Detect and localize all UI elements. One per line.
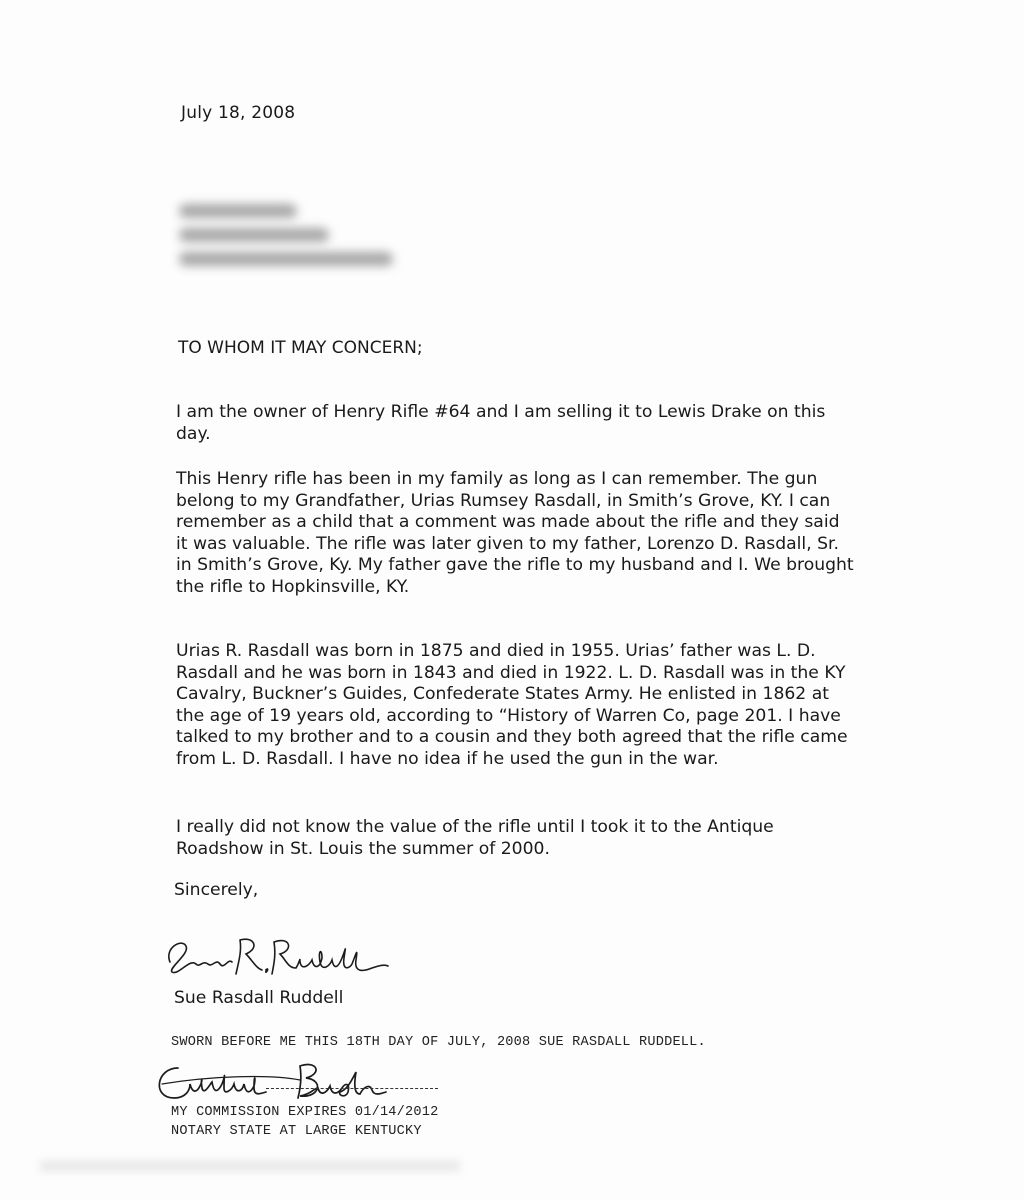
paragraph-roadshow: I really did not know the value of the rifle until I took it to the Antique Roadshow in St. Louis the summer of 2000. xyxy=(176,817,774,859)
paragraph-sale: I am the owner of Henry Rifle #64 and I am selling it to Lewis Drake on this day. xyxy=(176,402,826,444)
closing: Sincerely, xyxy=(174,880,259,900)
paragraph-genealogy: Urias R. Rasdall was born in 1875 and died in 1955. Urias’ father was L. D. Rasdall and he was born in 1843 and died in 1922. L. D. Rasdall was in the KY Cavalry, Buckner’s Guides, Confederate States Army. He enlisted in 1862 at the age of 19 years old, according to “History of Warren Co, page 201. I have talked to my brother and to a cousin and they both agreed that the rifle came from L. D. Rasdall. I have no idea if he used the gun in the war. xyxy=(176,641,848,769)
redacted-address-block xyxy=(175,198,400,276)
notary-signature xyxy=(150,1054,400,1108)
scan-smudge xyxy=(40,1160,460,1172)
letter-date: July 18, 2008 xyxy=(181,103,296,123)
paragraph-family-history: This Henry rifle has been in my family as long as I can remember. The gun belong to my Grandfather, Urias Rumsey Rasdall, in Smith’s Grove, KY. I can remember as a child that a comment was made about the rifle and they said it was valuable. The rifle was later given to my father, Lorenzo D. Rasdall, Sr. in Smith’s Grove, Ky. My father gave the rifle to my husband and I. We brought the rifle to Hopkinsville, KY. xyxy=(176,469,854,597)
notary-commission-expiry: MY COMMISSION EXPIRES 01/14/2012 xyxy=(171,1105,439,1120)
author-signature xyxy=(162,928,392,980)
notary-state: NOTARY STATE AT LARGE KENTUCKY xyxy=(171,1124,422,1139)
notary-sworn-statement: SWORN BEFORE ME THIS 18TH DAY OF JULY, 2008 SUE RASDALL RUDDELL. xyxy=(171,1035,706,1050)
salutation: TO WHOM IT MAY CONCERN; xyxy=(178,338,423,358)
notary-signature-line xyxy=(266,1088,438,1089)
author-printed-name: Sue Rasdall Ruddell xyxy=(174,988,344,1008)
